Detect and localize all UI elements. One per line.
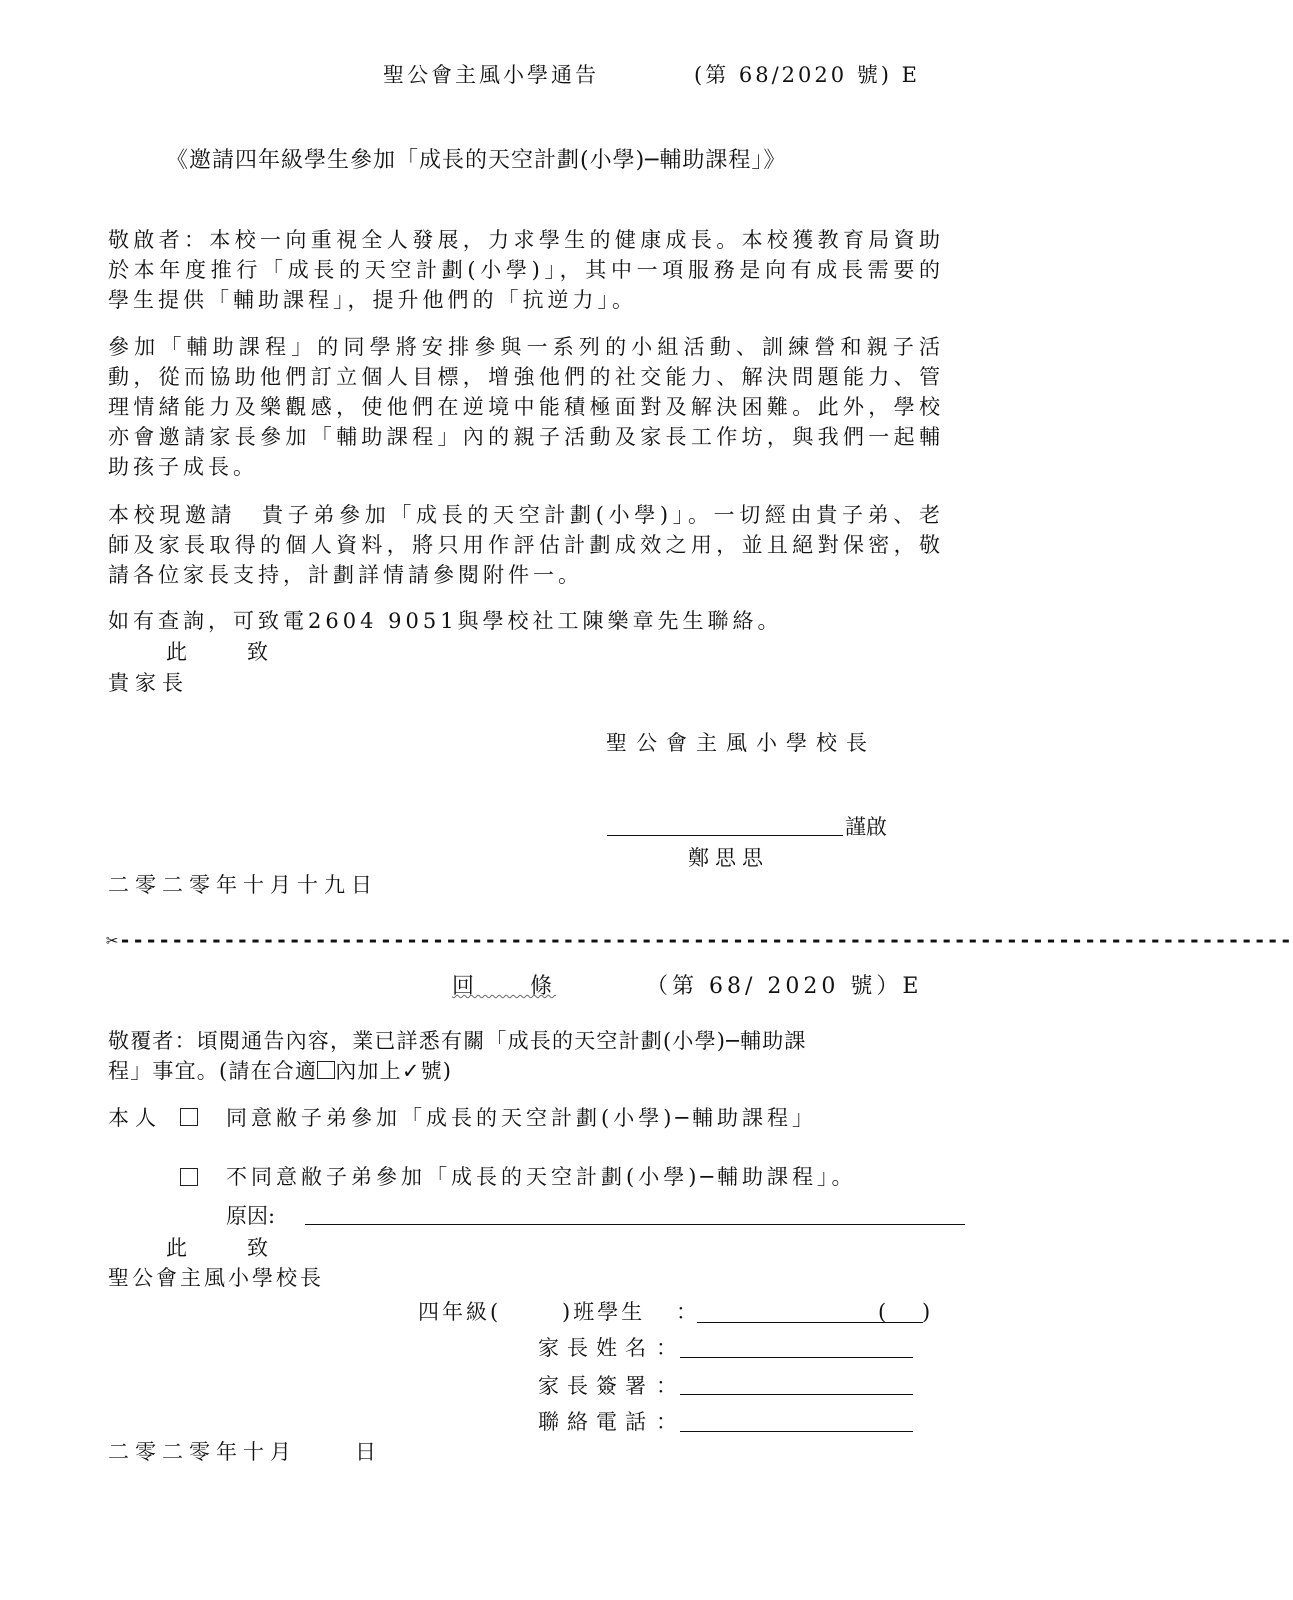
reply-title — [452, 972, 556, 1002]
phone-label: 聯絡電話 — [538, 1410, 654, 1434]
signature-title: 聖公會主風小學校長 — [606, 731, 876, 755]
student-class-label-b: )班學生 — [562, 1300, 646, 1324]
reply-intro-line1: 敬覆者：頃閱通告內容，業已詳悉有關「成長的天空計劃(小學)─輔助課 — [108, 1029, 807, 1053]
notice-school-name: 聖公會主風小學通告 — [383, 63, 599, 87]
reply-date-b: 日 — [355, 1440, 376, 1464]
student-colon: ： — [676, 1300, 697, 1324]
disagree-checkbox[interactable] — [180, 1168, 198, 1186]
student-number-paren-open: ( — [878, 1300, 887, 1324]
paragraph-4: 如有查詢，可致電2604 9051與學校社工陳樂章先生聯絡。 — [108, 609, 783, 633]
reply-recipient: 聖公會主風小學校長 — [108, 1266, 324, 1290]
disagree-option-text: 不同意敝子弟參加「成長的天空計劃(小學)─輔助課程」。 — [226, 1165, 857, 1189]
closing-salutation: 此 致 — [166, 640, 274, 664]
parent-name-input-line[interactable] — [680, 1357, 913, 1358]
reply-intro-text-c: 號) — [420, 1059, 453, 1083]
parent-signature-input-line[interactable] — [680, 1394, 913, 1395]
student-number-paren-close: ) — [922, 1300, 931, 1324]
document-title: 《邀請四年級學生參加「成長的天空計劃(小學)─輔助課程」》 — [166, 148, 787, 173]
reply-self-label: 本人 — [108, 1106, 162, 1130]
student-class-label-a: 四年級( — [418, 1300, 502, 1324]
reason-input-line[interactable] — [305, 1224, 965, 1225]
paragraph-3: 本校現邀請 貴子弟參加「成長的天空計劃(小學)」。一切經由貴子弟、老師及家長取得的個人資料，將只用作評估計劃成效之用，並且絕對保密，敬請各位家長支持，計劃詳情請參閱附件一。 — [108, 503, 944, 587]
reply-title-text: 回 條 — [452, 974, 557, 999]
instruction-box — [317, 1061, 335, 1079]
parent-name-label: 家長姓名 — [538, 1336, 654, 1360]
closing-recipient: 貴家長 — [108, 671, 189, 695]
parent-signature-colon: ： — [656, 1374, 677, 1398]
paragraph-2: 參加「輔助課程」的同學將安排參與一系列的小組活動、訓練營和親子活動，從而協助他們訂立個人目標，增強他們的社交能力、解決問題能力、管理情緒能力及樂觀感，使他們在逆境中能積極面對及解決困難。此外，學校亦會邀請家長參加「輔助課程」內的親子活動及家長工作坊，與我們一起輔助孩子成長。 — [108, 335, 944, 479]
check-mark-icon: ✓ — [401, 1059, 421, 1083]
parent-name-colon: ： — [656, 1336, 677, 1360]
signature-line — [607, 835, 843, 836]
signature-respect: 謹啟 — [845, 815, 887, 839]
notice-date: 二零二零年十月十九日 — [108, 873, 378, 897]
reply-date-a: 二零二零年十月 — [108, 1440, 297, 1464]
parent-signature-label: 家長簽署 — [538, 1374, 654, 1398]
reply-number: （第 68/ 2020 號）E — [646, 974, 923, 999]
reason-label: 原因: — [226, 1204, 276, 1228]
paragraph-1: 敬啟者：本校一向重視全人發展，力求學生的健康成長。本校獲教育局資助於本年度推行「成長的天空計劃(小學)」，其中一項服務是向有成長需要的學生提供「輔助課程」，提升他們的「抗逆力」。 — [108, 228, 944, 312]
phone-input-line[interactable] — [680, 1431, 913, 1432]
student-name-input-line[interactable] — [697, 1322, 923, 1323]
reply-intro-line2 — [108, 1056, 452, 1086]
reply-salutation: 此 致 — [166, 1236, 274, 1260]
phone-colon: ： — [656, 1410, 677, 1434]
cut-line: ✂------------------------------------------------------------------------------------------ — [106, 928, 1293, 952]
agree-checkbox[interactable] — [180, 1108, 198, 1126]
notice-number: (第 68/2020 號) E — [694, 63, 920, 87]
reply-intro-text-a: 程」事宜。(請在合適 — [108, 1059, 318, 1083]
reply-intro-text-b: 內加上 — [335, 1059, 402, 1083]
signature-name: 鄭思思 — [688, 846, 769, 870]
agree-option-text: 同意敝子弟參加「成長的天空計劃(小學)─輔助課程」 — [226, 1106, 818, 1130]
